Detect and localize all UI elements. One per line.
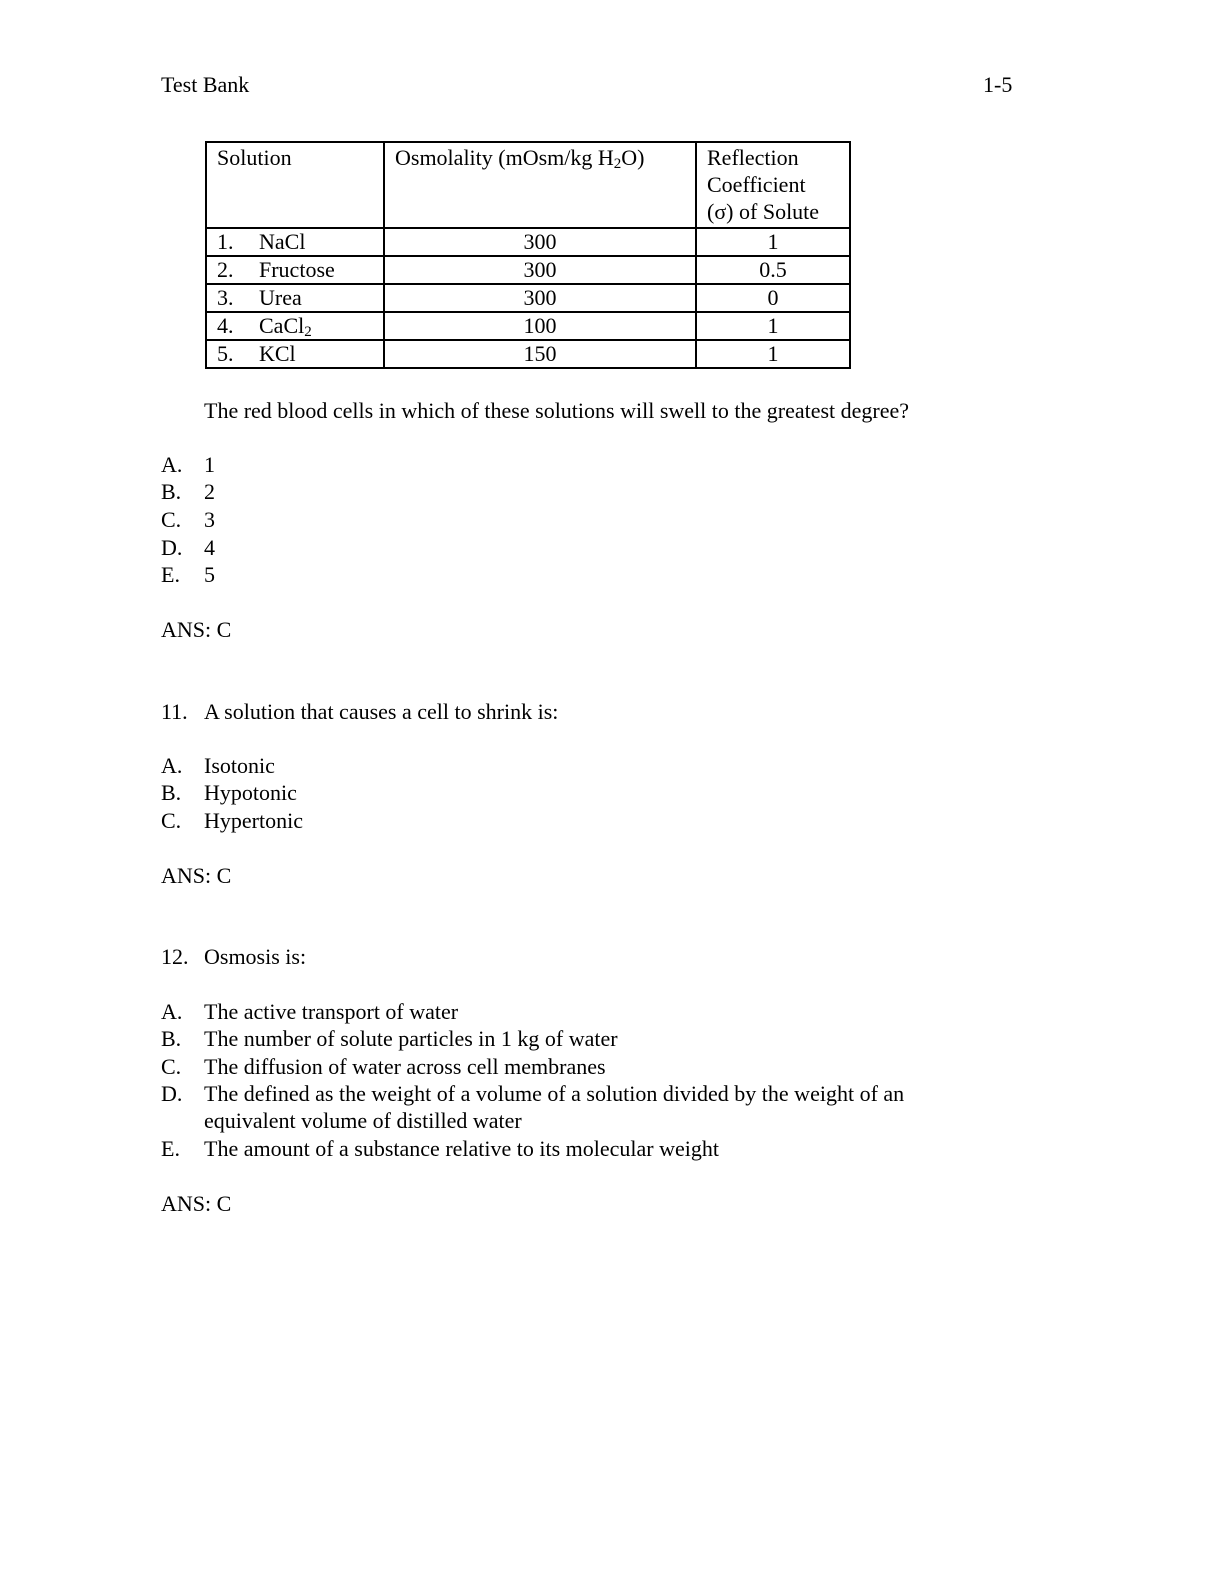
solution-name-sub: 2 bbox=[304, 324, 312, 340]
question-number: 11. bbox=[161, 699, 188, 724]
sigma-cell: 0.5 bbox=[696, 256, 850, 284]
osmolality-cell: 300 bbox=[384, 256, 696, 284]
option-label: A. bbox=[161, 753, 183, 778]
solution-cell bbox=[206, 228, 384, 256]
solution-cell bbox=[206, 284, 384, 312]
q12-option-e bbox=[161, 1135, 719, 1162]
q11-option-b bbox=[161, 779, 297, 806]
option-text: 5 bbox=[204, 562, 215, 587]
table-row bbox=[206, 228, 850, 256]
row-number: 1. bbox=[217, 229, 234, 254]
header-osmolality bbox=[384, 142, 696, 228]
option-label: B. bbox=[161, 1026, 182, 1051]
solution-name: KCl bbox=[259, 341, 296, 366]
header-osmolality-sub: 2 bbox=[613, 156, 622, 172]
option-label: D. bbox=[161, 535, 183, 560]
header-osmolality-end: O) bbox=[621, 145, 645, 170]
solutions-table bbox=[205, 141, 851, 369]
q11-answer: ANS: C bbox=[161, 863, 232, 888]
solution-name: CaCl bbox=[259, 313, 305, 338]
question-number: 12. bbox=[161, 944, 189, 969]
option-text: Hypertonic bbox=[204, 808, 303, 833]
option-text: 3 bbox=[204, 507, 215, 532]
row-number: 3. bbox=[217, 285, 234, 310]
q12-option-b bbox=[161, 1025, 618, 1052]
q10-option-e bbox=[161, 561, 215, 588]
q12-option-d bbox=[161, 1080, 904, 1107]
option-text: 4 bbox=[204, 535, 215, 560]
row-number: 4. bbox=[217, 313, 234, 338]
header-reflection bbox=[696, 142, 850, 228]
option-label: B. bbox=[161, 479, 182, 504]
header-reflection-line3: (σ) of Solute bbox=[707, 199, 820, 224]
osmolality-cell: 300 bbox=[384, 228, 696, 256]
option-text: The active transport of water bbox=[204, 999, 459, 1024]
q12-option-d-continued: equivalent volume of distilled water bbox=[204, 1108, 522, 1133]
q12-option-a bbox=[161, 998, 458, 1025]
header-osmolality-text: Osmolality (mOsm/kg H bbox=[395, 145, 614, 170]
q10-option-b bbox=[161, 478, 215, 505]
osmolality-cell: 300 bbox=[384, 284, 696, 312]
option-label: B. bbox=[161, 780, 182, 805]
sigma-cell: 1 bbox=[696, 312, 850, 340]
table-header-row bbox=[206, 142, 850, 228]
question-stem: A solution that causes a cell to shrink is: bbox=[204, 699, 559, 724]
table-row bbox=[206, 256, 850, 284]
table-row bbox=[206, 340, 850, 368]
q10-option-a bbox=[161, 451, 215, 478]
q12-answer: ANS: C bbox=[161, 1191, 232, 1216]
solution-cell bbox=[206, 256, 384, 284]
option-text: The amount of a substance relative to its molecular weight bbox=[204, 1136, 720, 1161]
option-text: 1 bbox=[204, 452, 215, 477]
option-label: A. bbox=[161, 999, 183, 1024]
table-row bbox=[206, 312, 850, 340]
q12-option-c bbox=[161, 1053, 606, 1080]
option-text: Hypotonic bbox=[204, 780, 297, 805]
running-header-title: Test Bank bbox=[161, 72, 250, 97]
q10-stem: The red blood cells in which of these solutions will swell to the greatest degree? bbox=[204, 398, 910, 423]
q11-question bbox=[161, 698, 558, 725]
page-number: 1-5 bbox=[983, 72, 1013, 97]
solution-name: NaCl bbox=[259, 229, 306, 254]
q11-option-c bbox=[161, 807, 303, 834]
question-stem: Osmosis is: bbox=[204, 944, 307, 969]
row-number: 2. bbox=[217, 257, 234, 282]
option-label: C. bbox=[161, 808, 182, 833]
row-number: 5. bbox=[217, 341, 234, 366]
q10-option-c bbox=[161, 506, 215, 533]
option-text: The diffusion of water across cell membranes bbox=[204, 1054, 606, 1079]
option-label: C. bbox=[161, 507, 182, 532]
option-label: D. bbox=[161, 1081, 183, 1106]
osmolality-cell: 150 bbox=[384, 340, 696, 368]
sigma-cell: 1 bbox=[696, 340, 850, 368]
option-label: E. bbox=[161, 1136, 180, 1161]
option-text: The number of solute particles in 1 kg of water bbox=[204, 1026, 618, 1051]
q10-answer: ANS: C bbox=[161, 617, 232, 642]
solution-name: Fructose bbox=[259, 257, 335, 282]
option-label: A. bbox=[161, 452, 183, 477]
option-label: C. bbox=[161, 1054, 182, 1079]
table-row bbox=[206, 284, 850, 312]
option-text: 2 bbox=[204, 479, 215, 504]
header-solution: Solution bbox=[206, 142, 384, 228]
sigma-cell: 1 bbox=[696, 228, 850, 256]
solution-cell bbox=[206, 312, 384, 340]
q12-question bbox=[161, 943, 306, 970]
osmolality-cell: 100 bbox=[384, 312, 696, 340]
option-text: Isotonic bbox=[204, 753, 275, 778]
solution-name: Urea bbox=[259, 285, 302, 310]
option-text: The defined as the weight of a volume of a solution divided by the weight of an bbox=[204, 1081, 905, 1106]
q10-option-d bbox=[161, 534, 215, 561]
sigma-cell: 0 bbox=[696, 284, 850, 312]
header-reflection-line1: Reflection bbox=[707, 145, 799, 170]
option-label: E. bbox=[161, 562, 180, 587]
q11-option-a bbox=[161, 752, 275, 779]
header-reflection-line2: Coefficient bbox=[707, 172, 806, 197]
solution-cell bbox=[206, 340, 384, 368]
